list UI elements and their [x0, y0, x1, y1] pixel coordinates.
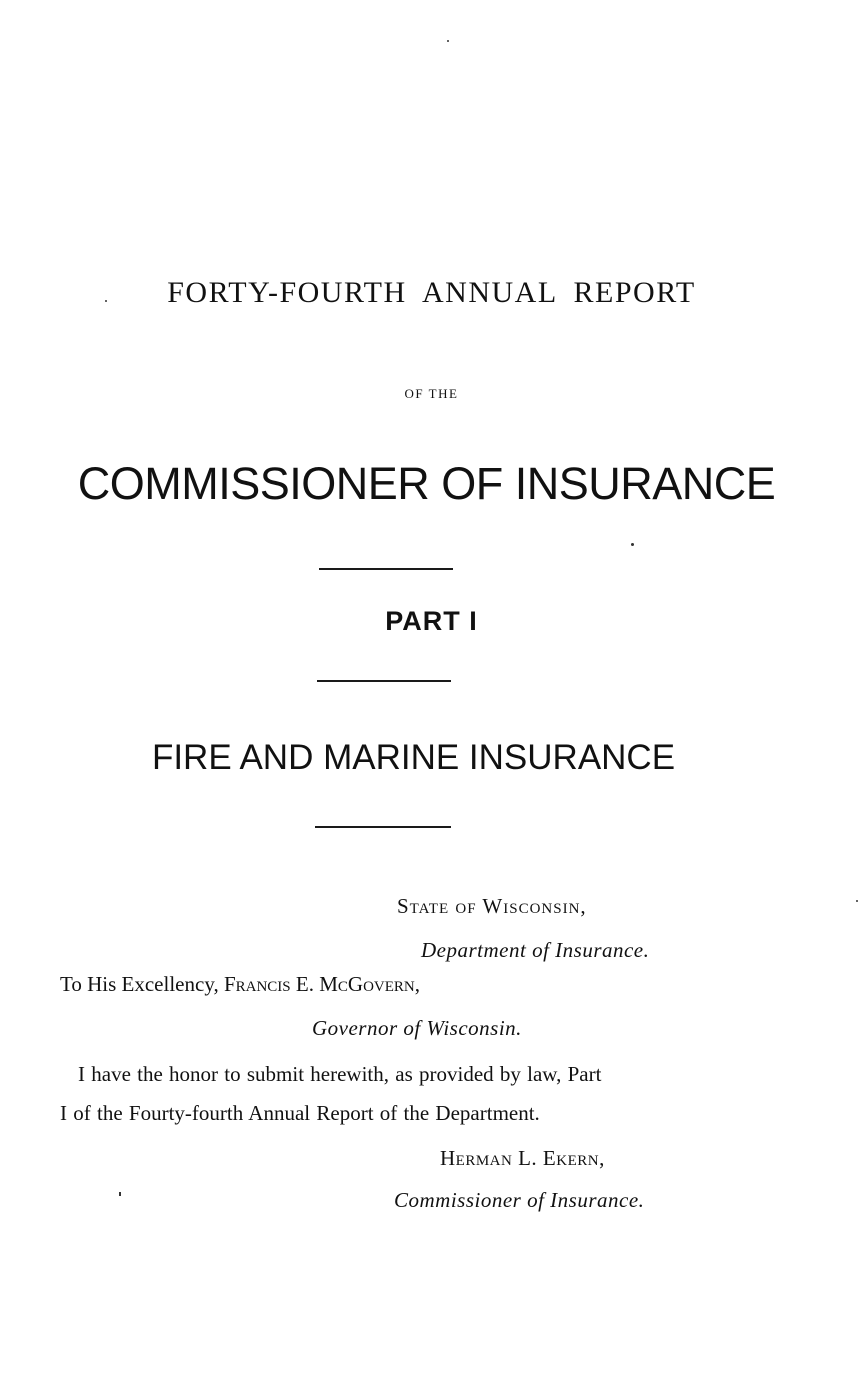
ink-speck: [856, 900, 858, 902]
letter-body-line: I have the honor to submit herewith, as provided by law, Part: [78, 1062, 602, 1086]
divider-rule: [315, 826, 451, 828]
addressee-title: Governor of Wisconsin.: [312, 1016, 522, 1040]
report-title: FORTY-FOURTH ANNUAL REPORT: [167, 276, 696, 309]
section-heading: FIRE AND MARINE INSURANCE: [151, 738, 676, 777]
divider-rule: [317, 680, 451, 682]
ink-speck: [447, 40, 449, 42]
letter-department: Department of Insurance.: [421, 938, 650, 962]
addressee-name: Francis E. McGovern,: [223, 972, 420, 996]
salutation-prefix: To His Excellency,: [60, 972, 224, 996]
commissioner-heading: COMMISSIONER OF INSURANCE: [77, 458, 776, 509]
ink-speck: [105, 300, 107, 302]
report-of-the: OF THE: [404, 386, 459, 401]
signer-title: Commissioner of Insurance.: [394, 1188, 645, 1212]
letter-state: State of Wisconsin,: [397, 894, 587, 918]
ink-speck: [631, 543, 634, 546]
signer-name: Herman L. Ekern,: [440, 1146, 605, 1170]
part-heading: PART I: [385, 606, 478, 636]
divider-rule: [319, 568, 453, 570]
ink-speck: [119, 1192, 121, 1196]
letter-salutation: [60, 972, 420, 997]
letter-body-line: I of the Fourty-fourth Annual Report of the Department.: [60, 1101, 540, 1125]
